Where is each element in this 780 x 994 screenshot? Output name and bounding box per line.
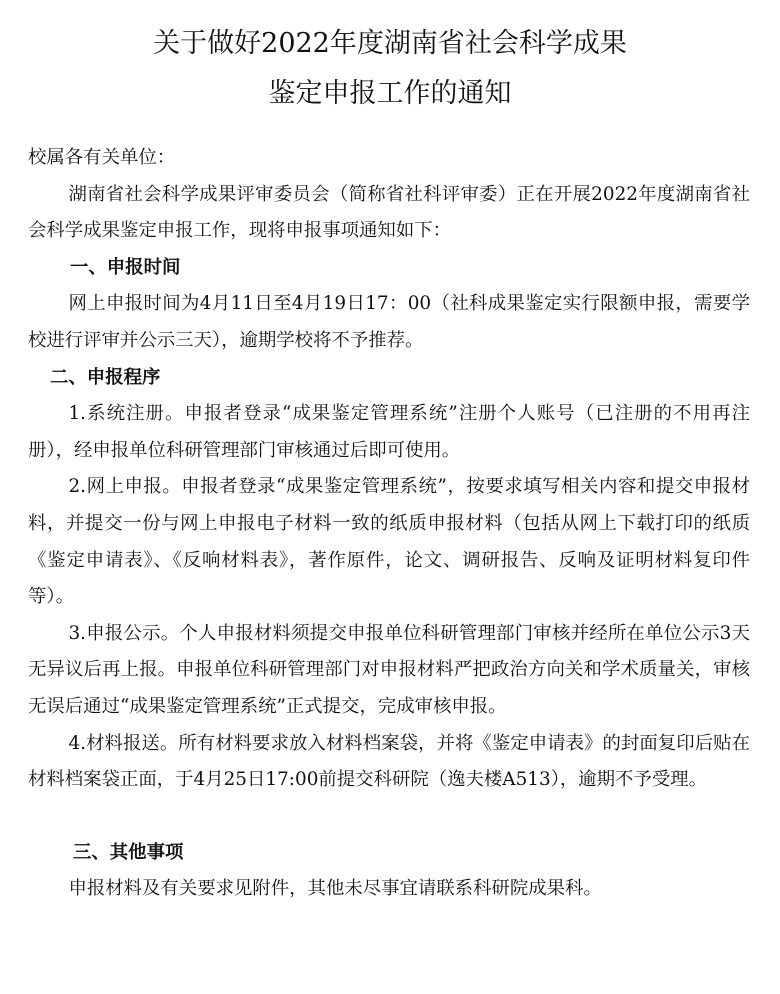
section-3-paragraph: 申报材料及有关要求见附件，其他未尽事宜请联系科研院成果科。 [68,878,602,900]
section-3-heading: 三、其他事项 [73,841,184,863]
intro-paragraph: 湖南省社会科学成果评审委员会（简称省社科评审委）正在开展2022年度湖南省社会科学成果鉴定申报工作，现将申报事项通知如下： [28,183,750,242]
section-2-item-3: 3.申报公示。个人申报材料须提交申报单位科研管理部门审核并经所在单位公示3天无异议后再上报。申报单位科研管理部门对申报材料严把政治方向关和学术质量关，审核无误后通过“成果鉴定管理系统”正式提交，完成审核申报。 [28,622,750,717]
section-1-heading: 一、申报时间 [70,256,181,278]
section-2-item-4: 4.材料报送。所有材料要求放入材料档案袋，并将《鉴定申请表》的封面复印后贴在材料档案袋正面，于4月25日17:00前提交科研院（逸夫楼A513），逾期不予受理。 [28,732,750,791]
document-body [28,140,750,908]
section-2-item-1: 1.系统注册。申报者登录“成果鉴定管理系统”注册个人账号（已注册的不用再注册），经申报单位科研管理部门审核通过后即可使用。 [28,403,750,461]
section-spacer [28,799,750,835]
section-2-item-2: 2.网上申报。申报者登录“成果鉴定管理系统”，按要求填写相关内容和提交申报材料，并提交一份与网上申报电子材料一致的纸质申报材料（包括从网上下载打印的纸质《鉴定申请表》、《反响材料表》，著作原件，论文、调研报告、反响及证明材料复印件等）。 [28,476,750,608]
section-2-heading: 二、申报程序 [50,366,161,388]
document-title-line-2: 鉴定申报工作的通知 [268,78,512,109]
document-title-line-1: 关于做好2022年度湖南省社会科学成果 [153,28,627,59]
section-1-paragraph: 网上申报时间为4月11日至4月19日17：00（社科成果鉴定实行限额申报，需要学校进行评审并公示三天），逾期学校将不予推荐。 [28,293,750,351]
salutation: 校属各有关单位： [28,147,176,168]
